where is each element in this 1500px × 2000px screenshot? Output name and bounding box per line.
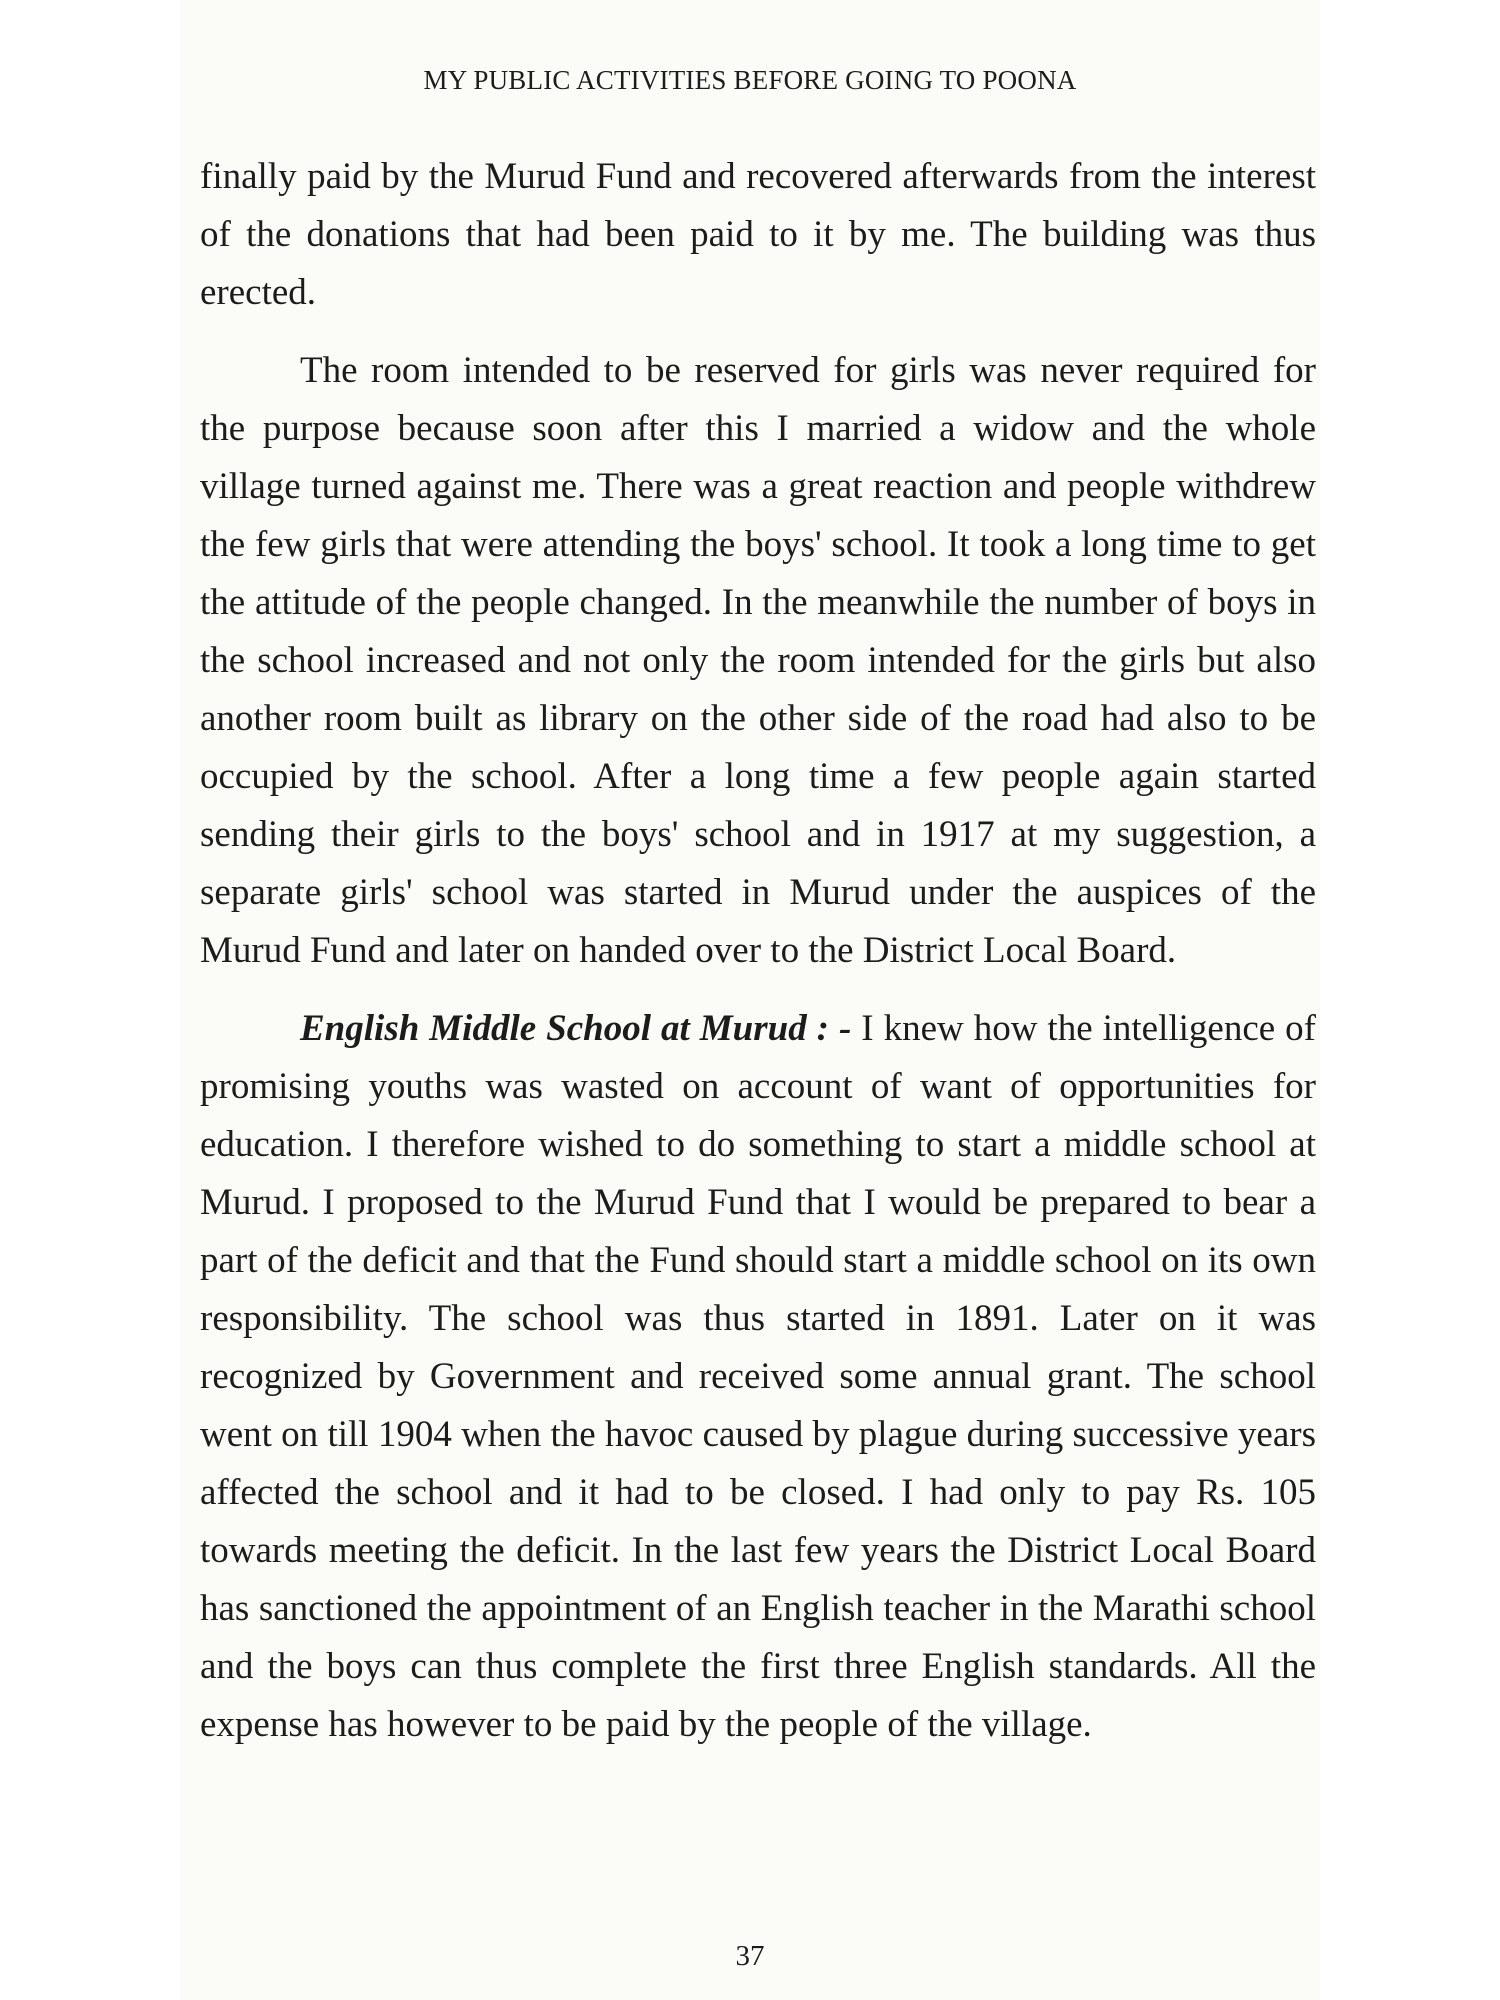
- paragraph-continuation: finally paid by the Murud Fund and recovered afterwards from the interest of the donations that had been paid to it by me. The building was thus erected.: [200, 156, 1316, 313]
- page-number: 37: [735, 1940, 765, 1972]
- paragraph-english-middle-school-text: I knew how the intelligence of promising youths was wasted on account of want of opportunities for education. I therefore wished to do something to start a middle school at Murud. I proposed to the Murud Fund that I would be prepared to bear a part of the deficit and that the Fund should start a middle school on its own responsibility. The school was thus started in 1891. Later on it was recognized by Government and received some annual grant. The school went on till 1904 when the havoc caused by plague during successive years affected the school and it had to be closed. I had only to pay Rs. 105 towards meeting the deficit. In the last few years the District Local Board has sanctioned the appointment of an English teacher in the Marathi school and the boys can thus complete the first three English standards. All the expense has however to be paid by the people of the village.: [200, 1008, 1317, 1745]
- running-head: MY PUBLIC ACTIVITIES BEFORE GOING TO POONA: [423, 65, 1077, 95]
- section-heading-english-middle-school: English Middle School at Murud : -: [300, 1008, 852, 1049]
- body-text: [200, 148, 1316, 1754]
- paragraph-girls-room: The room intended to be reserved for girls was never required for the purpose because soon after this I married a widow and the whole village turned against me. There was a great reaction and people withdrew the few girls that were attending the boys' school. It took a long time to get the attitude of the people changed. In the meanwhile the number of boys in the school increased and not only the room intended for the girls but also another room built as library on the other side of the road had also to be occupied by the school. After a long time a few people again started sending their girls to the boys' school and in 1917 at my suggestion, a separate girls' school was started in Murud under the auspices of the Murud Fund and later on handed over to the District Local Board.: [200, 350, 1316, 971]
- paragraph-english-middle-school: [200, 1000, 1316, 1754]
